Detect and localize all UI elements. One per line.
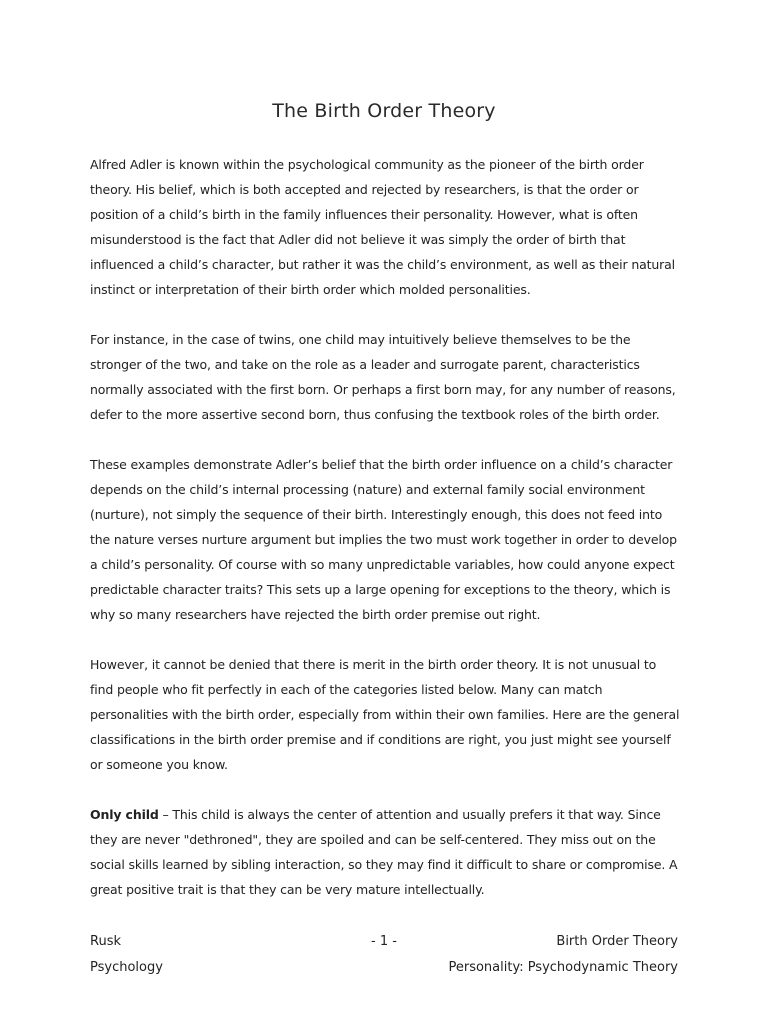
footer-doc-title: Birth Order Theory — [556, 934, 678, 949]
page-footer — [90, 929, 678, 981]
footer-subject: Psychology — [90, 960, 163, 975]
paragraph-twins: For instance, in the case of twins, one child may intuitively believe themselves to be the stronger of the two, and take on the role as a leader and surrogate parent, characteristics normally associated with the first born. Or perhaps a first born may, for any number of reasons, defer to the more assertive second born, thus confusing the textbook roles of the birth order. — [90, 332, 676, 422]
document-body — [90, 152, 680, 927]
paragraph-intro: Alfred Adler is known within the psychological community as the pioneer of the birth order theory. His belief, which is both accepted and rejected by researchers, is that the order or position of a child’s birth in the family influences their personality. However, what is often misunderstood is the fact that Adler did not believe it was simply the order of birth that influenced a child’s character, but rather it was the child’s environment, as well as their natural instinct or interpretation of their birth order which molded personalities. — [90, 157, 675, 297]
only-child-term: Only child — [90, 807, 159, 822]
footer-author: Rusk — [90, 934, 121, 949]
footer-page-number: - 1 - — [371, 934, 397, 949]
only-child-description: – This child is always the center of attention and usually prefers it that way. Since they are never "dethroned", they are spoiled and can be self-centered. They miss out on the social skills learned by sibling interaction, so they may find it difficult to share or compromise. A great positive trait is that they can be very mature intellectually. — [90, 807, 678, 897]
paragraph-examples: These examples demonstrate Adler’s belief that the birth order influence on a child’s character depends on the child’s internal processing (nature) and external family social environment (nurture), not simply the sequence of their birth. Interestingly enough, this does not feed into the nature verses nurture argument but implies the two must work together in order to develop a child’s personality. Of course with so many unpredictable variables, how could anyone expect predictable character traits? This sets up a large opening for exceptions to the theory, which is why so many researchers have rejected the birth order premise out right. — [90, 457, 677, 622]
paragraph-merit: However, it cannot be denied that there is merit in the birth order theory. It is not unusual to find people who fit perfectly in each of the categories listed below. Many can match personalities with the birth order, especially from within their own families. Here are the general classifications in the birth order premise and if conditions are right, you just might see yourself or someone you know. — [90, 657, 680, 772]
footer-section: Personality: Psychodynamic Theory — [448, 960, 678, 975]
document-title: The Birth Order Theory — [272, 100, 496, 122]
paragraph-only-child — [90, 802, 680, 902]
